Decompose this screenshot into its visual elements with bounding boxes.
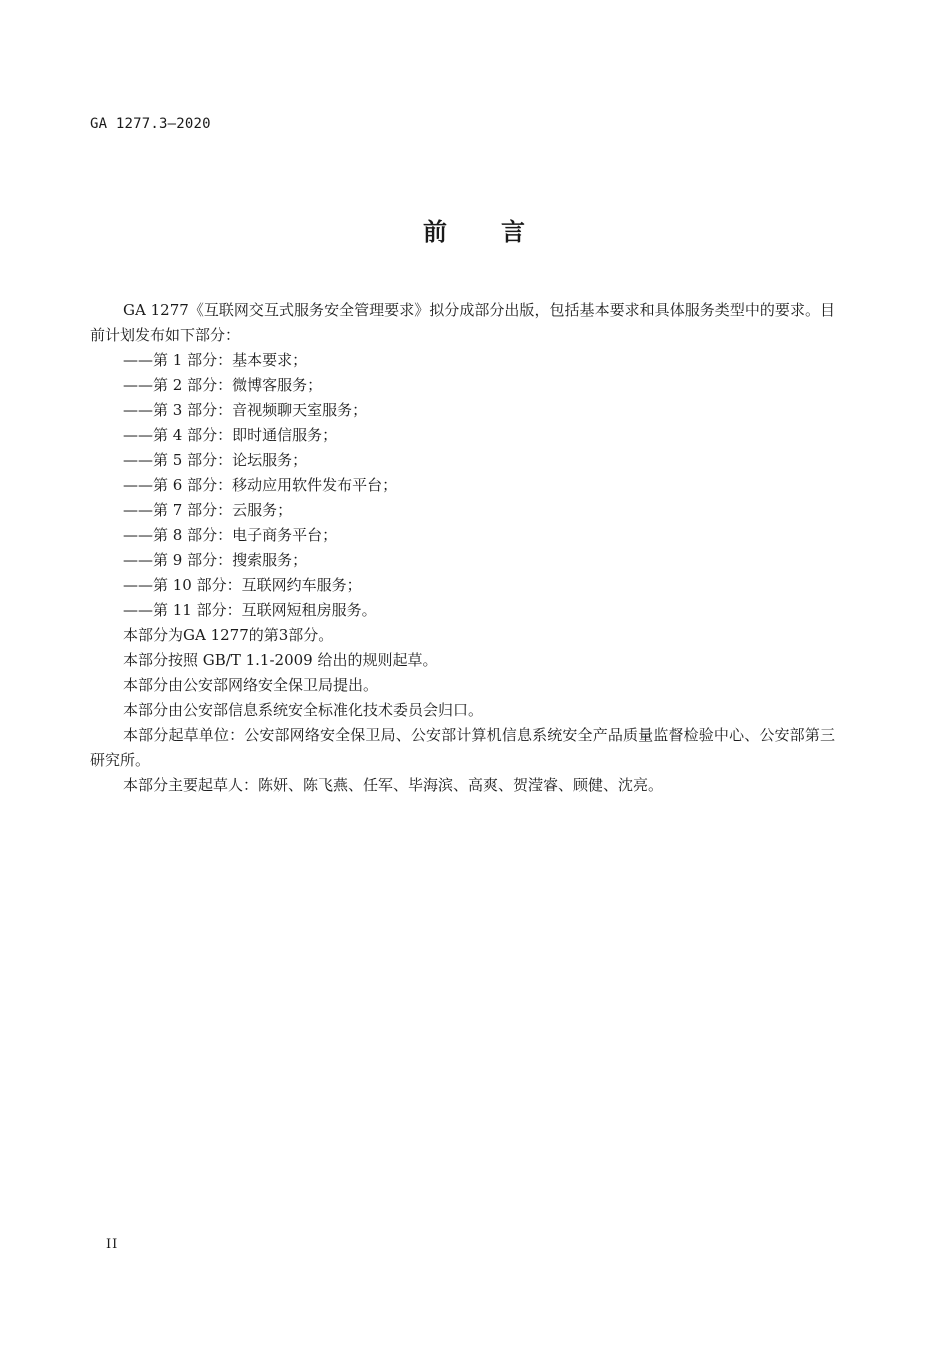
list-item-part-11: ——第 11 部分：互联网短租房服务。 — [123, 601, 377, 619]
list-item-part-1: ——第 1 部分：基本要求； — [123, 351, 308, 369]
list-item-part-6: ——第 6 部分：移动应用软件发布平台； — [123, 476, 398, 494]
list-item-part-3: ——第 3 部分：音视频聊天室服务； — [123, 401, 368, 419]
list-item-part-8: ——第 8 部分：电子商务平台； — [123, 526, 338, 544]
parts-list — [90, 348, 835, 623]
statement-drafters: 本部分主要起草人：陈妍、陈飞燕、任军、毕海滨、高爽、贺滢睿、顾健、沈亮。 — [123, 776, 664, 794]
list-item-part-10: ——第 10 部分：互联网约车服务； — [123, 576, 362, 594]
statement-committee: 本部分由公安部信息系统安全标准化技术委员会归口。 — [123, 701, 484, 719]
list-item-part-7: ——第 7 部分：云服务； — [123, 501, 293, 519]
intro-paragraph: GA 1277《互联网交互式服务安全管理要求》拟分成部分出版，包括基本要求和具体服务类型中的要求。目前计划发布如下部分： — [90, 301, 835, 344]
page-title — [0, 212, 950, 247]
foreword-body — [90, 298, 835, 798]
list-item-part-4: ——第 4 部分：即时通信服务； — [123, 426, 338, 444]
statement-drafting-units: 本部分起草单位：公安部网络安全保卫局、公安部计算机信息系统安全产品质量监督检验中心、公安部第三研究所。 — [90, 726, 835, 769]
statement-drafting-rules: 本部分按照 GB/T 1.1-2009 给出的规则起草。 — [123, 651, 438, 669]
standard-code-header: GA 1277.3—2020 — [90, 116, 211, 132]
page-number: II — [106, 1237, 119, 1252]
list-item-part-2: ——第 2 部分：微博客服务； — [123, 376, 323, 394]
title-char-2: 言 — [501, 218, 527, 246]
statement-proposer: 本部分由公安部网络安全保卫局提出。 — [123, 676, 379, 694]
list-item-part-9: ——第 9 部分：搜索服务； — [123, 551, 308, 569]
title-char-1: 前 — [423, 218, 449, 246]
list-item-part-5: ——第 5 部分：论坛服务； — [123, 451, 308, 469]
statement-part-number: 本部分为GA 1277的第3部分。 — [123, 626, 334, 644]
